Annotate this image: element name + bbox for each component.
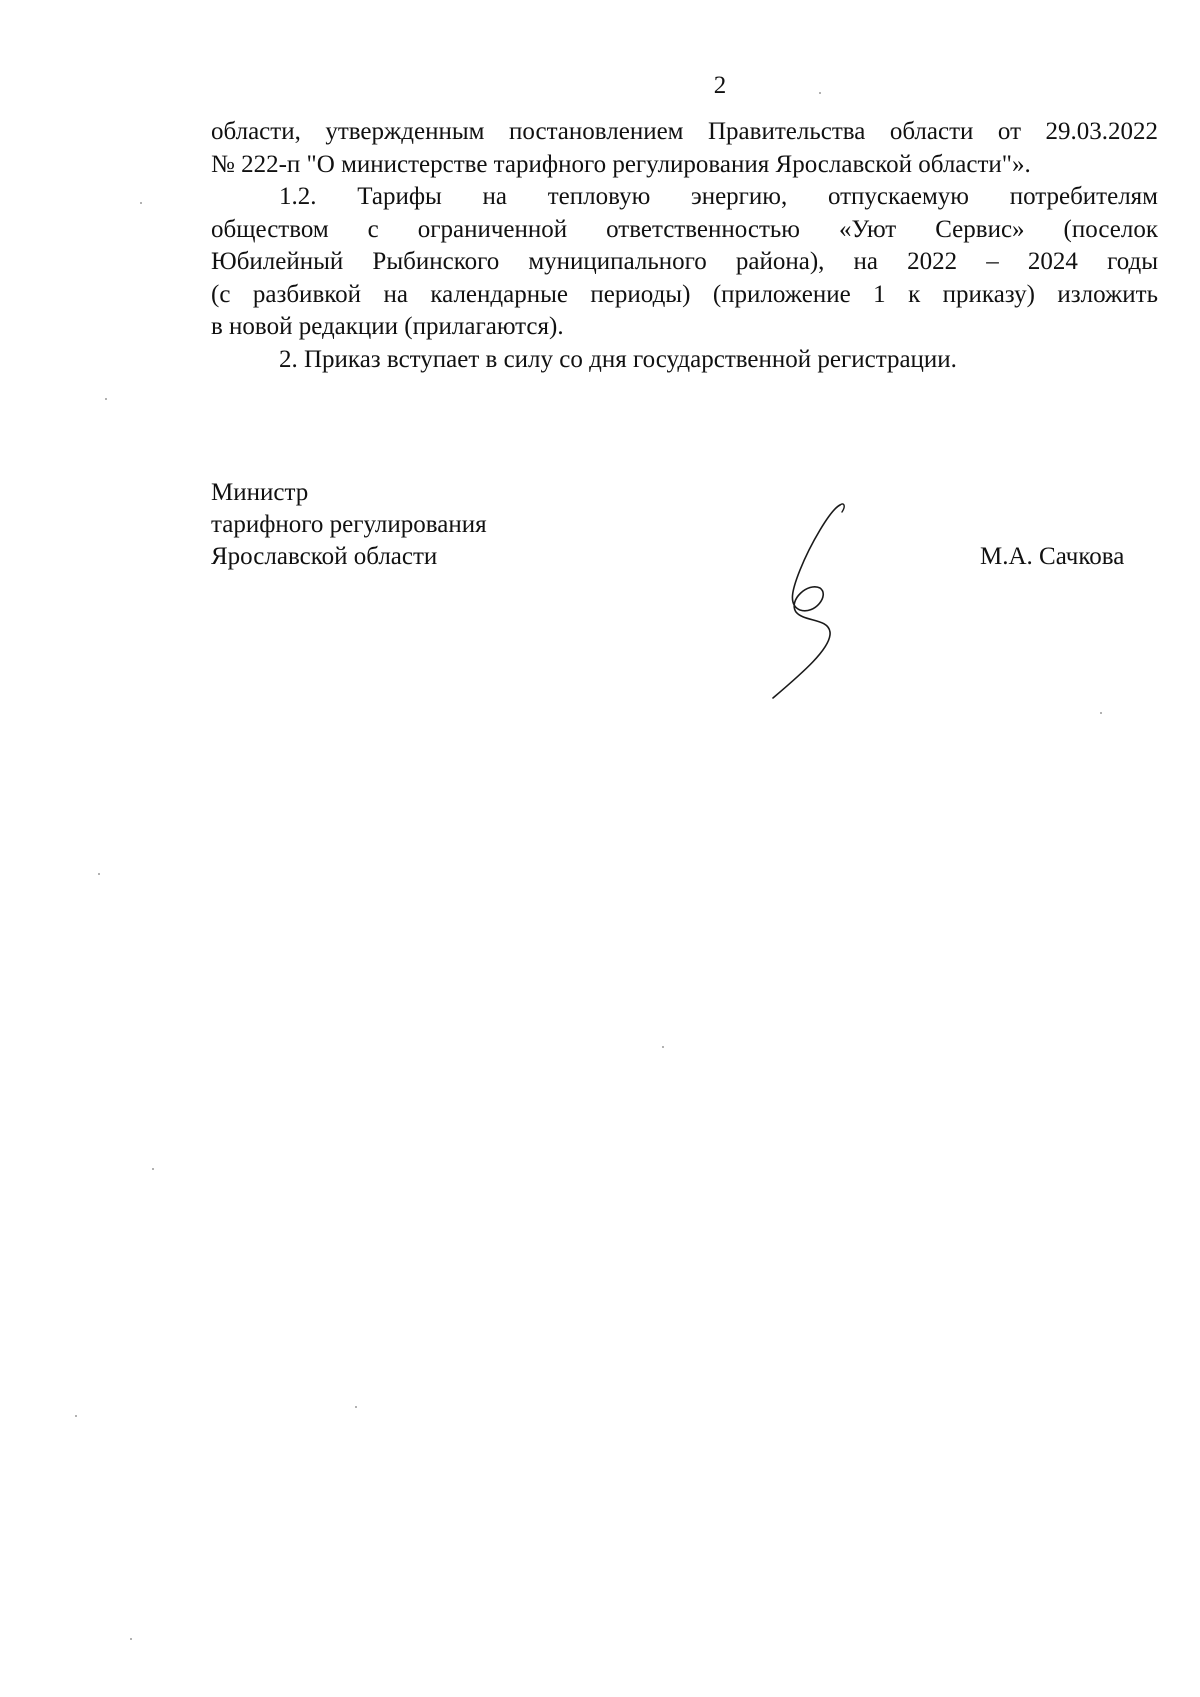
signatory-position <box>211 477 487 573</box>
paragraph-continuation <box>211 116 1158 181</box>
position-line: Ярославской области <box>211 543 438 570</box>
text-line: в новой редакции (прилагаются). <box>211 313 564 340</box>
handwritten-signature <box>770 500 890 700</box>
text-line: 1.2. Тарифы на тепловую энергию, отпускаемую потребителям <box>279 183 1158 210</box>
scan-speck <box>1100 712 1102 714</box>
position-line: тарифного регулирования <box>211 511 487 538</box>
scan-speck <box>662 1046 664 1048</box>
text-line: Юбилейный Рыбинского муниципального района), на 2022 – 2024 годы <box>211 248 1158 275</box>
scan-speck <box>98 873 100 875</box>
scan-speck <box>105 398 107 400</box>
position-line: Министр <box>211 479 309 506</box>
text-line: области, утвержденным постановлением Правительства области от 29.03.2022 <box>211 118 1158 145</box>
paragraph-item-2: 2. Приказ вступает в силу со дня государственной регистрации. <box>279 345 957 373</box>
text-line: обществом с ограниченной ответственностью «Уют Сервис» (поселок <box>211 215 1158 243</box>
scan-speck <box>152 1168 154 1170</box>
scan-speck <box>75 1415 77 1417</box>
page-number: 2 <box>713 72 727 99</box>
scan-speck <box>140 202 142 204</box>
scan-speck <box>819 92 821 94</box>
text-line: № 222-п "О министерстве тарифного регулирования Ярославской области"». <box>211 150 1031 178</box>
scan-speck <box>355 1406 357 1408</box>
document-body <box>211 116 1158 376</box>
signatory-name: М.А. Сачкова <box>980 543 1125 570</box>
paragraph-item-1-2 <box>211 181 1158 344</box>
text-line: (с разбивкой на календарные периоды) (приложение 1 к приказу) изложить <box>211 280 1158 308</box>
scan-speck <box>130 1638 132 1640</box>
